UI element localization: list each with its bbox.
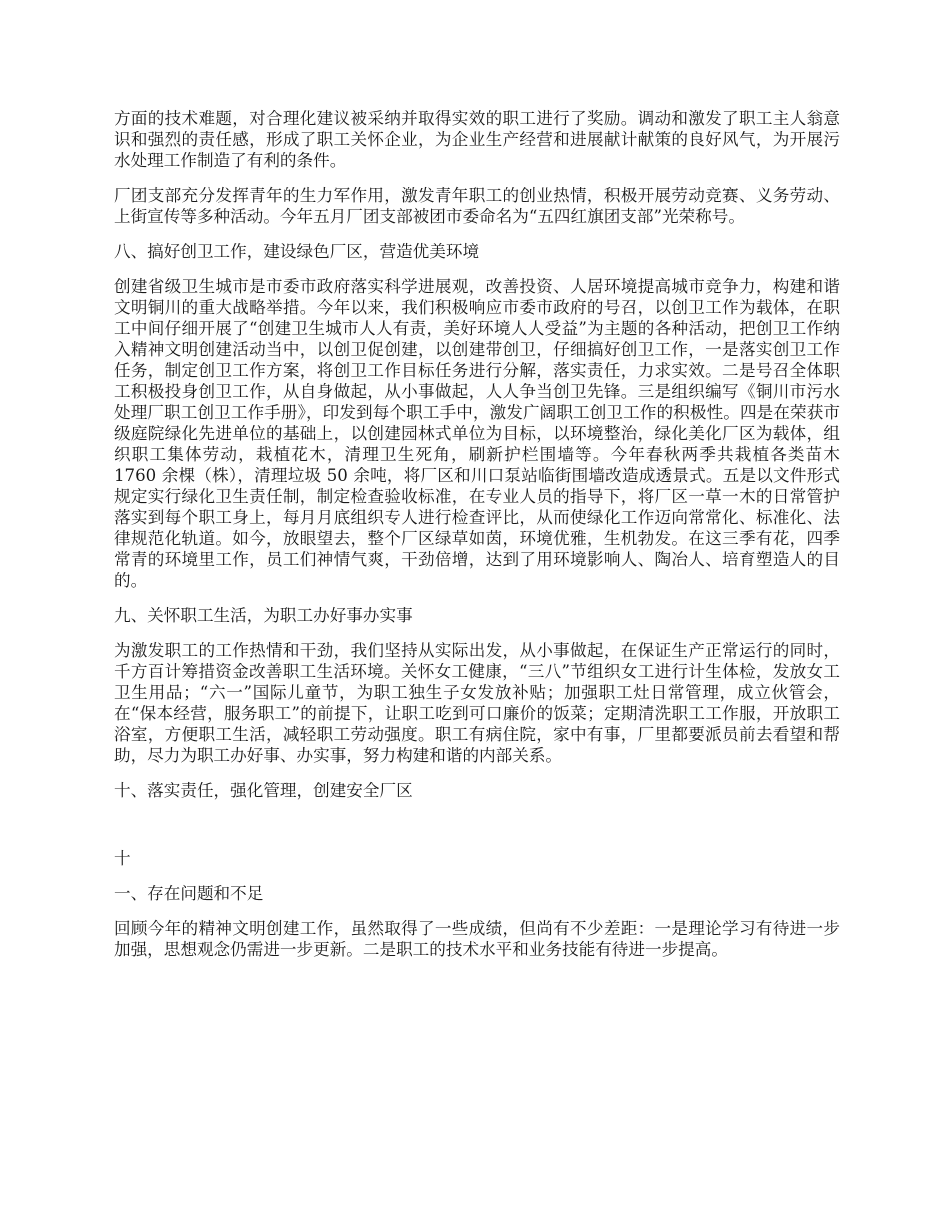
section-heading-ten-fragment: 十	[114, 849, 131, 868]
paragraph-problems: 回顾今年的精神文明创建工作，虽然取得了一些成绩，但尚有不少差距：一是理论学习有待进一步加强，思想观念仍需进一步更新。二是职工的技术水平和业务技能有待进一步提高。	[114, 919, 840, 959]
section-heading-8: 八、搞好创卫工作，建设绿色厂区，营造优美环境	[114, 242, 480, 261]
paragraph-staff-welfare: 为激发职工的工作热情和干劲，我们坚持从实际出发，从小事做起，在保证生产正常运行的同时，千方百计筹措资金改善职工生活环境。关怀女工健康，“三八”节组织女工进行计生体检，发放女工卫生用品；“六一”国际儿童节，为职工独生子女发放补贴；加强职工灶日常管理，成立伙管会，在“保本经营，服务职工”的前提下，让职工吃到可口廉价的饭菜；定期清洗职工工作服，开放职工浴室，方便职工生活，减轻职工劳动强度。职工有病住院，家中有事，厂里都要派员前去看望和帮助，尽力为职工办好事、办实事，努力构建和谐的内部关系。	[114, 641, 840, 765]
paragraph-sanitation-city: 创建省级卫生城市是市委市政府落实科学进展观，改善投资、人居环境提高城市竞争力，构建和谐文明铜川的重大战略举措。今年以来，我们积极响应市委市政府的号召，以创卫工作为载体，在职工中间仔细开展了“创建卫生城市人人有责，美好环境人人受益”为主题的各种活动，把创卫工作纳入精神文明创建活动当中，以创卫促创建，以创建带创卫，仔细搞好创卫工作，一是落实创卫工作任务，制定创卫工作方案，将创卫工作目标任务进行分解，落实责任，力求实效。二是号召全体职工积极投身创卫工作，从自身做起，从小事做起，人人争当创卫先锋。三是组织编写《铜川市污水处理厂职工创卫工作手册》，印发到每个职工手中，激发广阔职工创卫工作的积极性。四是在荣获市级庭院绿化先进单位的基础上，以创建园林式单位为目标，以环境整治，绿化美化厂区为载体，组织职工集体劳动，栽植花木，清理卫生死角，刷新护栏围墙等。今年春秋两季共栽植各类苗木 1760 余棵（株），清理垃圾 50 余吨，将厂区和川口泵站临街围墙改造成透景式。五是以文件形式规定实行绿化卫生责任制，制定检查验收标准，在专业人员的指导下，将厂区一草一木的日常管护落实到每个职工身上，每月月底组织专人进行检查评比，从而使绿化工作迈向常常化、标准化、法律规范化轨道。如今，放眼望去，整个厂区绿草如茵，环境优雅，生机勃发。在这三季有花，四季常青的环境里工作，员工们神情气爽，干劲倍增，达到了用环境影响人、陶冶人、培育塑造人的目的。	[114, 277, 840, 590]
section-heading-9: 九、关怀职工生活，为职工办好事办实事	[114, 606, 413, 625]
paragraph-award-continuation: 方面的技术难题，对合理化建议被采纳并取得实效的职工进行了奖励。调动和激发了职工主人翁意识和强烈的责任感，形成了职工关怀企业，为企业生产经营和进展献计献策的良好风气，为开展污水处理工作制造了有利的条件。	[114, 109, 840, 170]
section-heading-problems: 一、存在问题和不足	[114, 884, 264, 903]
blank-gap	[114, 815, 840, 848]
document-page	[114, 108, 840, 974]
section-heading-10: 十、落实责任，强化管理，创建安全厂区	[114, 781, 413, 800]
paragraph-youth-league: 厂团支部充分发挥青年的生力军作用，激发青年职工的创业热情，积极开展劳动竞赛、义务劳动、上街宣传等多种活动。今年五月厂团支部被团市委命名为“五四红旗团支部”光荣称号。	[114, 186, 840, 226]
